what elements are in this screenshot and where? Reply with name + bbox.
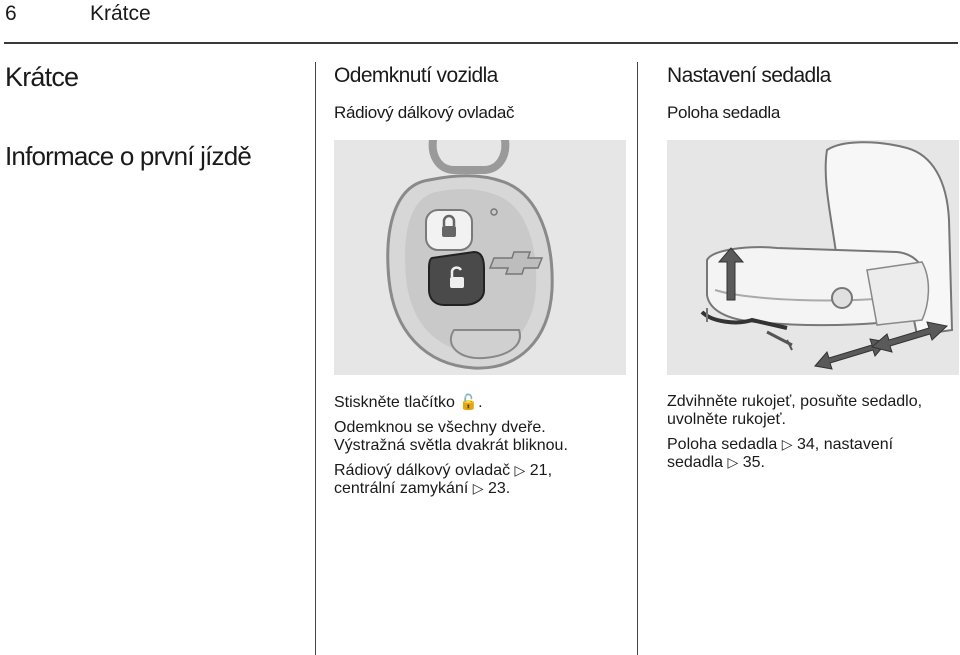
xref-arrow-icon: ▷ [781, 437, 793, 453]
paragraph-doors-unlock [334, 419, 634, 455]
page-number: 6 [5, 2, 17, 25]
xref-arrow-icon: ▷ [514, 463, 526, 479]
ref-central-lock-label: centrální zamykání [334, 480, 469, 497]
column-title-unlock: Odemknutí vozidla [334, 64, 498, 87]
ref-remote-page[interactable]: 21, [529, 462, 553, 479]
ref-central-lock-page[interactable]: 23. [487, 480, 511, 497]
ref-seat-position-page[interactable]: 34, nastavení [797, 436, 894, 453]
remote-key-illustration [334, 140, 626, 375]
ref-seat-adjust-label: sedadla [667, 454, 724, 471]
paragraph-lift-handle [667, 393, 957, 429]
paragraph-seat-references [667, 436, 957, 472]
paragraph-press-button [334, 393, 634, 412]
ref-seat-adjust-page[interactable]: 35. [742, 454, 765, 471]
unlock-icon: 🔓 [459, 393, 479, 411]
column-subtitle-remote: Rádiový dálkový ovladač [334, 103, 515, 122]
section-title: Krátce [5, 62, 79, 92]
column-title-seat: Nastavení sedadla [667, 64, 831, 87]
hazard-lights-line: Výstražná světla dvakrát bliknou. [334, 437, 568, 454]
doors-unlock-line: Odemknou se všechny dveře. [334, 419, 546, 436]
lift-handle-line-2: uvolněte rukojeť. [667, 411, 786, 428]
xref-arrow-icon: ▷ [727, 455, 739, 471]
paragraph-references [334, 462, 634, 498]
ref-remote-label: Rádiový dálkový ovladač [334, 462, 511, 479]
running-title: Krátce [90, 2, 151, 25]
column-divider-1 [315, 62, 316, 655]
press-button-end: . [478, 394, 483, 411]
press-button-text: Stiskněte tlačítko [334, 394, 455, 411]
lift-handle-line-1: Zdvihněte rukojeť, posuňte sedadlo, [667, 393, 923, 410]
column-divider-2 [637, 62, 638, 655]
column-subtitle-seat-position: Poloha sedadla [667, 103, 781, 122]
seat-adjustment-illustration [667, 140, 959, 375]
seat-instructions [667, 393, 957, 479]
subsection-title: Informace o první jízdě [5, 141, 252, 171]
ref-seat-position-label: Poloha sedadla [667, 436, 778, 453]
unlock-instructions [334, 393, 634, 505]
header-rule [4, 42, 958, 44]
xref-arrow-icon: ▷ [472, 481, 484, 497]
